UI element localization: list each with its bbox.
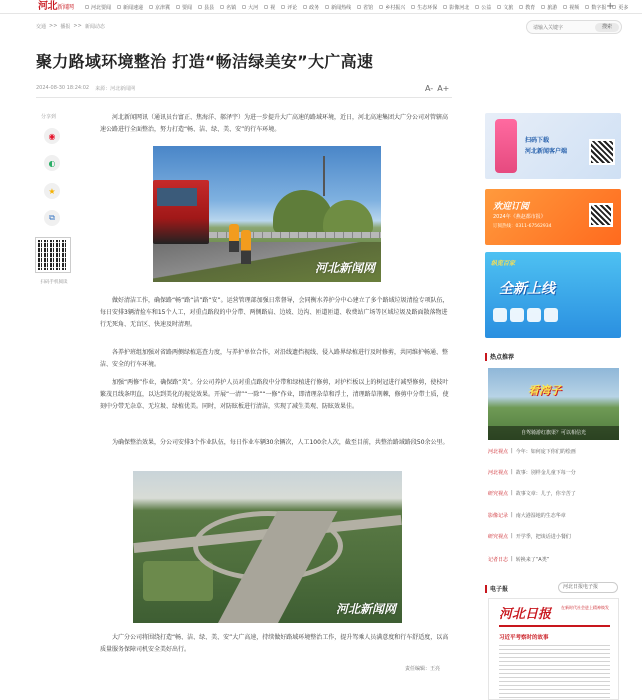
section-marker [485,585,487,593]
article-photo-highway-aerial [133,471,402,623]
article-paragraph: 各养护班组加强对省路两侧绿植巡查力度，与养护单位合作，对沿线遗挡视线、侵入路界绿植进行及时修剪，共同维护畅通、整洁、安全的行车环境。 [100,349,449,368]
epaper-text-lines [499,645,610,700]
nav-link-icon [117,5,121,9]
hot-image-text: 看湾子 [528,384,561,397]
qr-caption: 扫码手机阅读 [40,280,68,285]
breadcrumb-item[interactable]: 交通 [36,24,47,30]
ad-tag: 纵览百家 [491,260,516,267]
nav-link-icon [85,5,89,9]
article-paragraph: 河北新闻网讯（通讯员台富正、焦海洋、郝泽宇）为进一步提升大广高速的路域环境，近日，河北高速集团大广分公司对管辖高速公路进行全面整治，努力打造“畅、洁、绿、美、安”的行车环境。 [100,114,449,133]
hot-recommend-header [485,352,514,361]
ad-subtitle: 河北新闻客户端 [525,148,568,155]
logo-text: 河北 [38,1,57,12]
nav-link-icon [563,5,567,9]
nav-link-icon [411,5,415,9]
nav-link-label: 更多 [618,4,629,11]
ad-title: 全新上线 [499,281,555,297]
nav-link-label: 京津冀 [155,4,171,11]
field-shape [143,561,213,601]
qr-code-icon [589,203,613,227]
red-truck-shape [153,180,209,244]
ad-subtitle: 2024年《燕赵都市报》 [493,214,546,220]
hot-item-text: 转换来了“A类” [515,557,550,563]
breadcrumb-separator: >> [73,23,82,29]
nav-link[interactable] [173,0,195,14]
nav-link-label: 旅游 [547,4,558,11]
photo-watermark: 河北新闻网 [314,261,375,275]
hot-item-text: 故事：别样金儿童下每一分 [515,470,576,476]
hot-item-text: 故事文章：儿子，你辛苦了 [515,491,576,497]
section-title: 电子报 [490,586,509,593]
nav-link[interactable] [278,0,300,14]
power-pole [323,156,325,196]
nav-link[interactable] [195,0,217,14]
share-label: 分享到 [41,114,57,120]
app-download-ad[interactable] [485,113,621,179]
nav-link-icon [242,5,246,9]
hot-item-tag: 研究视点 [488,491,509,497]
article-paragraph: 为确保整治效果，分公司安排3个作业队伍，每日作业车辆30余辆次，人工100余人次，截至目前，共整治路域路段50余公里。 [112,439,449,446]
hot-item-text: 今年：如何庞下你们的绘画 [515,449,576,455]
nav-link[interactable] [82,0,114,14]
nav-link-label: 河北要闻 [91,4,112,11]
nav-link-icon [149,5,153,9]
article-meta [36,85,135,92]
breadcrumb-separator: >> [49,23,58,29]
epaper-masthead: 河北日报 [499,607,552,622]
hot-list-item[interactable] [488,556,549,563]
nav-link-label: 影像河北 [449,4,470,11]
article-date: 2024-08-30 18:24:02 [36,85,90,91]
nav-link-label: 公益 [481,4,492,11]
app-icon [527,308,541,322]
nav-link-label: 视 [270,4,276,11]
nav-links [82,0,631,14]
qr-code-icon [589,139,615,165]
hot-item-tag: 记者日志 [488,557,509,563]
app-icon [493,308,507,322]
nav-link-label: 生态环保 [417,4,438,11]
nav-link-icon [475,5,479,9]
photo-watermark: 河北新闻网 [335,602,396,616]
nav-link-icon [541,5,545,9]
nav-link[interactable] [376,0,408,14]
nav-link[interactable] [538,0,560,14]
article-paragraph: 做好清洁工作，确保路“畅”路“洁”路“安”。运营管理部加强日常督导，会同衡水养护分中心建立了多个路域垃圾清捡专项队伍，每日安排3辆清捡车和15个人工，对重点路段的中分带、两侧路肩、边坡、边沟、匝道匝道、收费站广场等区域垃圾及路面散落物进行无死角、无盲区、快速及时清理。 [100,297,449,328]
phone-icon [495,119,517,173]
hot-list-item[interactable] [488,512,566,519]
nav-link-icon [357,5,361,9]
nav-link[interactable] [300,0,322,14]
nav-link[interactable] [516,0,538,14]
hot-item-tag: 研究视点 [488,534,509,540]
nav-link-icon [585,5,589,9]
epaper-side-text: 在新时代社会进上精神焕发 [561,605,609,610]
tree-shape [323,200,373,234]
nav-link[interactable] [408,0,440,14]
font-increase-button[interactable]: A+ [437,84,450,93]
nav-link[interactable] [472,0,494,14]
epaper-thumbnail[interactable] [488,598,619,700]
nav-link[interactable] [322,0,354,14]
nav-link-icon [176,5,180,9]
nav-link-icon [281,5,285,9]
hot-list-item[interactable] [488,448,576,455]
nav-link[interactable] [114,0,146,14]
epaper-rule [499,625,610,627]
ad-title: 欢迎订阅 [493,202,530,212]
nav-link-label: 新闻速递 [123,4,144,11]
nav-link-icon [303,5,307,9]
hot-item-tag: 河北视点 [488,470,509,476]
hot-item-separator: | [511,448,513,454]
search-box [526,20,622,34]
top-nav [0,0,642,14]
ad-hotline: 订阅热线：0311-67562934 [493,224,552,229]
nav-link[interactable] [440,0,472,14]
nav-link[interactable] [217,0,239,14]
search-button[interactable]: 搜索 [595,23,619,32]
article-paragraph: 大广分公司将围绕打造“畅、洁、绿、美、安”大广高速，持续做好路域环境整治工作，提升驾乘人员满意度和行车舒适度，以高质量服务保障司机安全美好出行。 [100,634,449,653]
nav-link-icon [325,5,329,9]
nav-link-icon [264,5,268,9]
nav-link-icon [198,5,202,9]
nav-link-label: 县县 [204,4,215,11]
nav-link-label: 要闻 [182,4,193,11]
article-title: 聚力路域环境整治 打造“畅洁绿美安”大广高速 [36,52,374,71]
nav-link-icon [379,5,383,9]
epaper-header [485,584,508,593]
nav-link-icon [497,5,501,9]
font-size-control [425,84,449,93]
nav-link-icon [519,5,523,9]
nav-link-label: 视频 [569,4,580,11]
logo-sub: 新闻网 [57,4,74,11]
hot-list-item[interactable] [488,490,576,497]
ad-title: 扫码下载 [525,137,550,144]
app-icon [510,308,524,322]
article-source: 来源：河北新闻网 [95,86,136,92]
hot-item-separator: | [511,533,513,539]
font-decrease-button[interactable]: A- [425,84,434,93]
hot-list-item[interactable] [488,533,571,540]
editor-credit: 责任编辑：王亮 [405,666,441,672]
nav-link-label: 评论 [287,4,298,11]
section-title: 热点推荐 [490,354,515,361]
zonglan-launch-ad[interactable] [485,252,621,338]
article-photo-workers [153,146,381,282]
site-logo[interactable] [38,0,74,14]
hot-list-item[interactable] [488,469,576,476]
nav-link-label: 乡村振兴 [385,4,406,11]
hot-item-separator: | [511,512,513,518]
search-input[interactable] [533,24,593,32]
hot-item-separator: | [511,469,513,475]
nav-link[interactable] [239,0,261,14]
breadcrumb-item[interactable]: 新闻动态 [84,24,105,30]
epaper-select[interactable]: 河北日报电子报 [558,582,618,593]
nav-link-label: 教育 [525,4,536,11]
app-icon [544,308,558,322]
nav-link-label: 名镇 [226,4,237,11]
nav-link-label: 新闻热线 [331,4,352,11]
nav-link-label: 文旅 [503,4,514,11]
favorite-star-icon[interactable]: ★ [44,183,60,199]
title-divider [36,97,452,98]
worker-figure [229,224,239,252]
hot-item-tag: 河北视点 [488,449,509,455]
ad-app-icons [493,308,558,322]
nav-link-icon [220,5,224,9]
nav-link-label: 省馆 [363,4,374,11]
nav-link[interactable] [354,0,376,14]
hot-item-text: 南大港湿地的生态华章 [515,513,566,519]
nav-link-label: 大河 [248,4,259,11]
worker-figure [241,230,251,264]
nav-link[interactable] [146,0,173,14]
hot-image-caption[interactable]: 自驾骑游红旗渠？可以相信光 [488,426,619,440]
subscription-ad[interactable] [485,189,621,245]
article-paragraph: 加强“两修”作业，确保路“美”。分公司养护人员对重点路段中分带和绿植进行修剪，对护栏板以上的树冠进行减型修剪，使枝叶繁茂且线条明直，以达到美化的视觉效果。开展“一清”“一除”“一修”作业，即清理杂草和浮土，清理路草荆棘，修剪中分带土质，使刻中分带无杂草、无垃圾、绿植优美。同时，对防眩板进行清洁，实现了减生美观、防眩效果佳。 [100,379,449,410]
copy-link-icon[interactable]: ⧉ [44,210,60,226]
epaper-headline: 习近平考察时的故事 [499,635,549,641]
hot-item-separator: | [511,556,513,562]
hot-item-text: 开学季，把谈话进小餐们 [515,534,571,540]
nav-link-icon [443,5,447,9]
nav-link-label: 数字报 [591,4,607,11]
wechat-share-icon[interactable]: ◐ [44,155,60,171]
breadcrumb-item[interactable]: 播报 [60,24,71,30]
breadcrumb [36,23,105,30]
hot-item-tag: 影像记录 [488,513,509,519]
nav-link[interactable] [494,0,516,14]
hot-item-separator: | [511,490,513,496]
nav-link-label: 政务 [309,4,320,11]
nav-link[interactable] [261,0,278,14]
mobile-qr-code [36,238,70,272]
section-marker [485,353,487,361]
weibo-share-icon[interactable]: ◉ [44,128,60,144]
nav-link[interactable] [560,0,582,14]
more-plus-icon[interactable]: + [606,1,615,12]
